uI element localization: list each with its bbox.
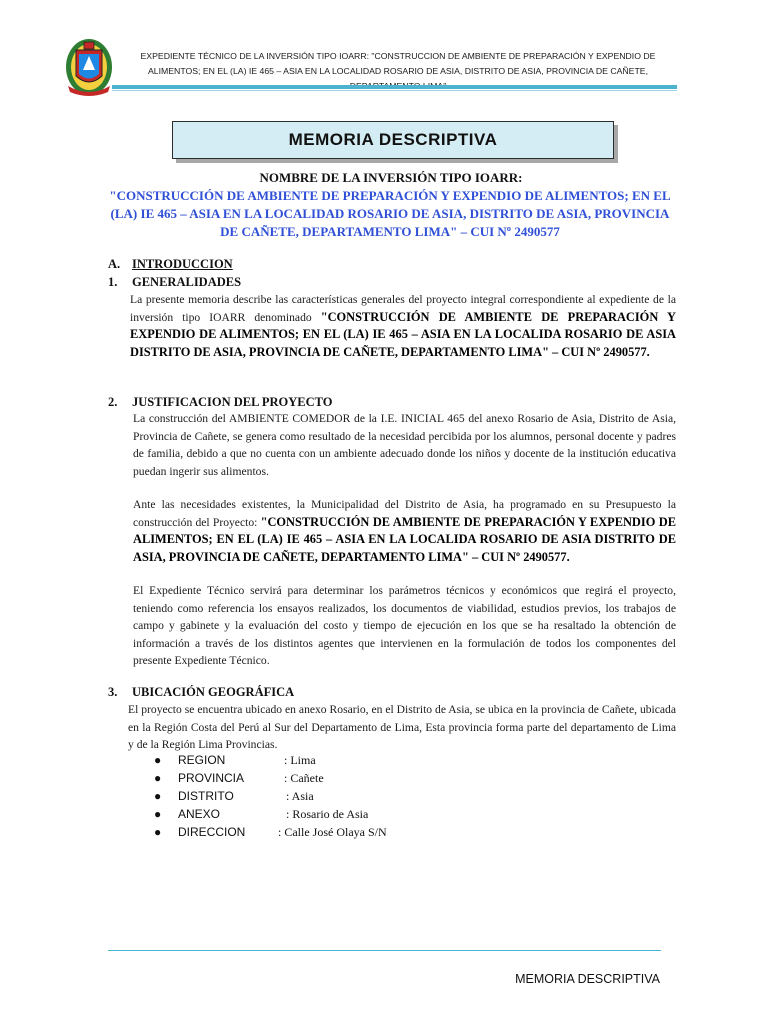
- section-label: INTRODUCCION: [132, 257, 233, 271]
- municipal-coat-of-arms-icon: [64, 36, 114, 98]
- section-1-heading: [108, 275, 408, 291]
- location-value: : Lima: [284, 753, 316, 767]
- section-label: UBICACIÓN GEOGRÁFICA: [132, 685, 295, 699]
- justificacion-paragraph-3: El Expediente Técnico servirá para determinar los parámetros técnicos y económicos que regirá el proyecto, teniendo como referencia los ensayos realizados, los documentos de viabilidad, estudios previos, los trabajos de campo y gabinete y la evaluación del costo y tiempo de ejecución en los que se ha resaltado la obtención de información a través de los distintos agentes que intervienen en la formulación de todos los componentes del presente Expediente Técnico.: [133, 584, 676, 668]
- bullet-icon: ●: [154, 825, 162, 839]
- section-a-heading: [108, 257, 408, 273]
- section-label: GENERALIDADES: [132, 275, 242, 289]
- section-number: 2.: [108, 395, 118, 409]
- location-value: : Cañete: [284, 771, 324, 785]
- section-number: 3.: [108, 685, 118, 699]
- paragraph-text: La presente memoria describe las características generales del proyecto integral correspondiente al expediente de la inversión tipo IOARR denominado: [130, 293, 676, 324]
- location-key: DIRECCION: [178, 825, 246, 839]
- list-item: [154, 771, 454, 789]
- page-title: MEMORIA DESCRIPTIVA: [288, 130, 498, 149]
- project-name-bold: "CONSTRUCCIÓN DE AMBIENTE DE PREPARACIÓN Y EXPENDIO DE ALIMENTOS; EN EL (LA) IE 465 – ASIA EN LA LOCALIDA ROSARIO DE ASIA DISTRITO DE ASIA, PROVINCIA DE CAÑETE, DEPARTAMENTO LIMA" – CUI Nº 2490577.: [133, 514, 677, 564]
- location-value: : Rosario de Asia: [286, 807, 369, 821]
- list-item: [154, 825, 454, 843]
- section-label: JUSTIFICACION DEL PROYECTO: [132, 395, 333, 409]
- list-item: [154, 789, 454, 807]
- bullet-icon: ●: [154, 807, 162, 821]
- header-divider-thin: [112, 90, 677, 91]
- location-key: PROVINCIA: [178, 771, 245, 785]
- footer-divider: [108, 950, 661, 951]
- section-number: 1.: [108, 275, 118, 289]
- paragraph-text: Ante las necesidades existentes, la Municipalidad del Distrito de Asia, ha programado en su Presupuesto la construcción del Proyecto:: [133, 498, 676, 529]
- location-key: ANEXO: [178, 807, 221, 821]
- justificacion-paragraph-2: [133, 496, 676, 566]
- ubicacion-paragraph: El proyecto se encuentra ubicado en anexo Rosario, en el Distrito de Asia, se ubica en la provincia de Cañete, ubicada en la Región Costa del Perú al Sur del Departamento de Lima, Esta provincia forma parte del departamento de Lima y de la Región Lima Provincias.: [128, 703, 676, 752]
- section-2-heading: [108, 395, 508, 411]
- section-3-heading: [108, 685, 508, 701]
- justificacion-paragraph-1: La construcción del AMBIENTE COMEDOR de la I.E. INICIAL 465 del anexo Rosario de Asia, Distrito de Asia, Provincia de Cañete, se genera como resultado de la necesidad percibida por los alumnos, personal docente y padres de familia, debido a que no cuenta con un ambiente adecuado donde los niños y docente de la institución educativa puedan ingerir sus alimentos.: [133, 412, 676, 478]
- generalidades-paragraph: [130, 291, 676, 361]
- list-item: [154, 753, 454, 771]
- header-divider: [112, 85, 677, 89]
- footer-title: MEMORIA DESCRIPTIVA: [515, 972, 660, 986]
- section-number: A.: [108, 257, 121, 271]
- location-value: : Asia: [286, 789, 314, 803]
- project-name-bold: "CONSTRUCCIÓN DE AMBIENTE DE PREPARACIÓN Y EXPENDIO DE ALIMENTOS; EN EL (LA) IE 465 – ASIA EN LA LOCALIDA ROSARIO DE ASIA DISTRITO DE ASIA, PROVINCIA DE CAÑETE, DEPARTAMENTO LIMA" – CUI Nº 2490577.: [130, 309, 676, 359]
- location-value: : Calle José Olaya S/N: [278, 825, 387, 839]
- bullet-icon: ●: [154, 789, 162, 803]
- list-item: [154, 807, 454, 825]
- location-key: DISTRITO: [178, 789, 234, 803]
- title-box: [172, 121, 614, 159]
- document-header-title: EXPEDIENTE TÉCNICO DE LA INVERSIÓN TIPO IOARR: "CONSTRUCCION DE AMBIENTE DE PREPARACIÓN Y EXPENDIO DE ALIMENTOS; EN EL (LA) IE 465 – ASIA EN LA LOCALIDAD ROSARIO DE ASIA, DISTRITO DE ASIA, PROVINCIA DE CAÑETE,: [140, 51, 656, 76]
- location-key: REGION: [178, 753, 226, 767]
- bullet-icon: ●: [154, 753, 162, 767]
- investment-label: NOMBRE DE LA INVERSIÓN TIPO IOARR:: [259, 170, 523, 185]
- investment-name: "CONSTRUCCIÓN DE AMBIENTE DE PREPARACIÓN Y EXPENDIO DE ALIMENTOS; EN EL (LA) IE 465 – ASIA EN LA LOCALIDAD ROSARIO DE ASIA, DISTRITO DE ASIA, PROVINCIA DE CAÑETE, DEPARTAMENTO LIMA" – CUI Nº 2490577: [109, 188, 671, 239]
- location-list: [154, 753, 454, 843]
- bullet-icon: ●: [154, 771, 162, 785]
